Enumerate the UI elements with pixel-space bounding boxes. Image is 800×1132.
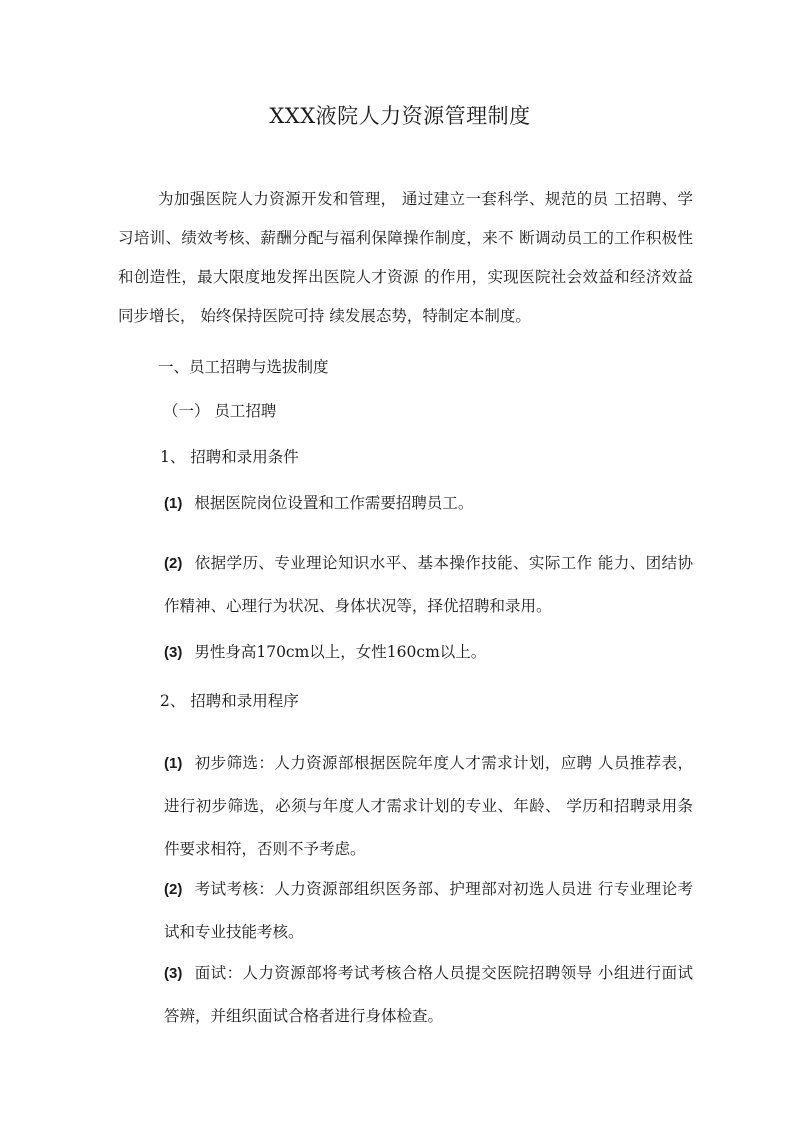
item-text: 初步筛选：人力资源部根据医院年度人才需求计划，应聘 人员推荐表，进行初步筛选，必须与年度人才需求计划的专业、年龄、 学历和招聘录用条件要求相符，否则不予考虑。 [164, 754, 693, 858]
item-number: (2) [164, 555, 183, 572]
heading-conditions: 1、 招聘和录用条件 [160, 448, 299, 466]
condition-item [164, 637, 486, 668]
item-number: (3) [164, 644, 183, 661]
item-number: (3) [164, 965, 183, 982]
document-title: XXX液院人力资源管理制度 [269, 104, 531, 128]
item-number: (1) [164, 755, 183, 772]
intro-paragraph: 为加强医院人力资源开发和管理， 通过建立一套科学、规范的员 工招聘、学习培训、绩效考核、薪酬分配与福利保障操作制度，来不 断调动员工的工作积极性和创造性，最大限度地发挥出医院人才资源 的作用，实现医院社会效益和经济效益同步增长， 始终保持医院可持 续发展态势，特制定本制度。 [118, 190, 693, 325]
condition-item [118, 542, 693, 628]
procedure-item [118, 952, 693, 1038]
heading-procedures: 2、 招聘和录用程序 [160, 692, 299, 710]
procedure-item [118, 868, 693, 954]
item-text: 依据学历、专业理论知识水平、基本操作技能、实际工作 能力、团结协作精神、心理行为状况、身体状况等，择优招聘和录用。 [164, 554, 693, 615]
item-text: 根据医院岗位设置和工作需要招聘员工。 [194, 494, 474, 512]
item-text: 面试：人力资源部将考试考核合格人员提交医院招聘领导 小组进行面试答辨，并组织面试合格者进行身体检查。 [164, 964, 693, 1025]
subsection-heading: （一） 员工招聘 [163, 402, 277, 420]
item-text: 男性身高170cm以上，女性160cm以上。 [194, 643, 487, 661]
section-heading: 一、员工招聘与选拔制度 [158, 358, 329, 376]
condition-item [164, 488, 473, 519]
item-text: 考试考核：人力资源部组织医务部、护理部对初选人员进 行专业理论考试和专业技能考核。 [164, 880, 693, 941]
item-number: (1) [164, 495, 183, 512]
procedure-item [118, 742, 693, 871]
item-number: (2) [164, 881, 183, 898]
